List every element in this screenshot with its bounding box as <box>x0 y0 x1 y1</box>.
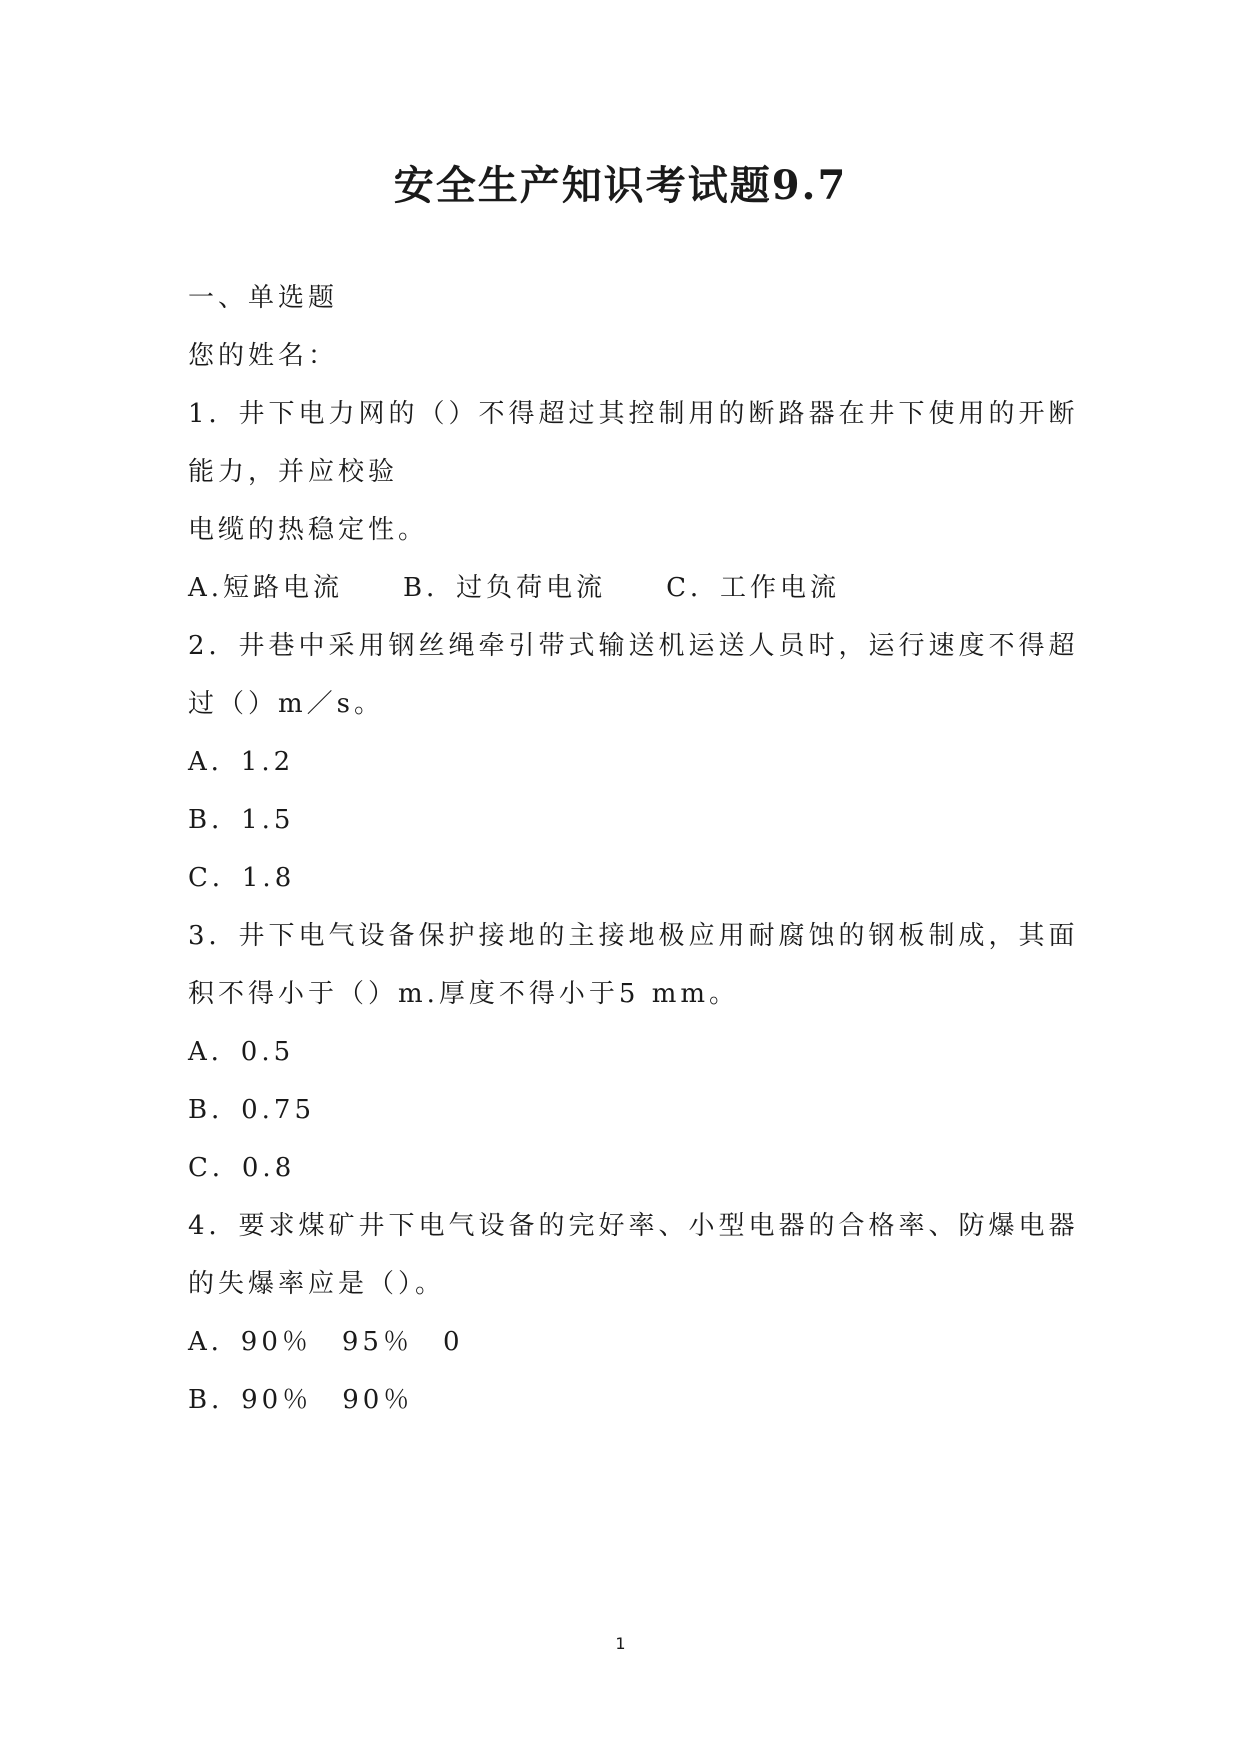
answer-option-b: B．0.75 <box>188 1095 315 1125</box>
question-text-line: 1．井下电力网的（）不得超过其控制用的断路器在井下使用的开断 <box>188 399 1079 429</box>
question-text-line: 3．井下电气设备保护接地的主接地极应用耐腐蚀的钢板制成，其面 <box>188 921 1079 951</box>
answer-options: A.短路电流 B．过负荷电流 C．工作电流 <box>188 573 841 603</box>
name-label: 您的姓名： <box>188 341 339 371</box>
answer-option-b: B．90％ 90％ <box>188 1385 414 1415</box>
section-heading: 一、单选题 <box>188 283 339 313</box>
question-text-line: 2．井巷中采用钢丝绳牵引带式输送机运送人员时，运行速度不得超 <box>188 631 1079 661</box>
answer-option-c: C．0.8 <box>188 1153 296 1183</box>
question-text-line: 电缆的热稳定性。 <box>188 515 429 545</box>
question-text-line: 4．要求煤矿井下电气设备的完好率、小型电器的合格率、防爆电器 <box>188 1211 1079 1241</box>
question-text-line: 积不得小于（）m.厚度不得小于5 mm。 <box>188 979 740 1009</box>
page-title: 安全生产知识考试题9.7 <box>393 162 848 209</box>
answer-option-a: A．1.2 <box>188 747 295 777</box>
page-number: 1 <box>615 1634 626 1653</box>
question-text-line: 的失爆率应是（）。 <box>188 1269 446 1299</box>
question-text-line: 能力，并应校验 <box>188 457 399 487</box>
answer-option-b: B．1.5 <box>188 805 295 835</box>
answer-option-c: C．1.8 <box>188 863 296 893</box>
answer-option-a: A．90％ 95％ 0 <box>188 1327 464 1357</box>
question-text-line: 过（）m／s。 <box>188 689 384 719</box>
answer-option-a: A．0.5 <box>188 1037 295 1067</box>
